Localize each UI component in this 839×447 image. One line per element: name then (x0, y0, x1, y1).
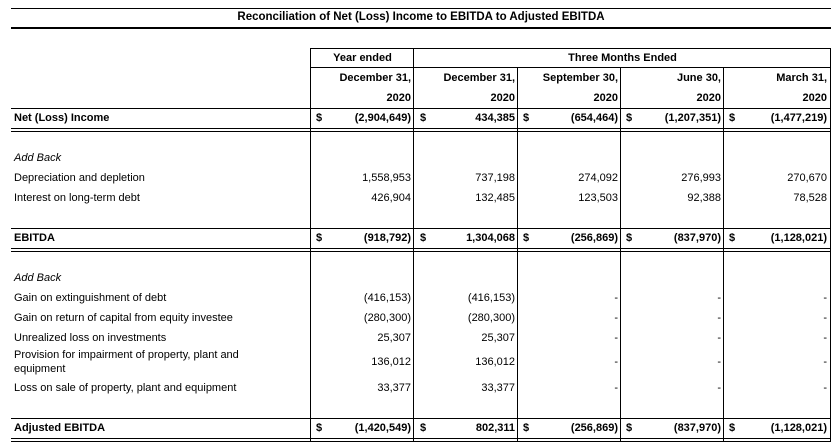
impairment-value: - (717, 356, 721, 368)
loss-sale-value: - (717, 382, 721, 394)
impairment-label: equipment (14, 363, 66, 375)
impairment-value: - (614, 356, 618, 368)
adjusted-top-rule (11, 418, 831, 419)
unrealized-value: - (614, 332, 618, 344)
currency-sign: $ (729, 112, 736, 124)
header-col5-year: 2020 (802, 92, 827, 104)
depreciation-label: Depreciation and depletion (14, 172, 145, 184)
header-col4-period: June 30, (676, 72, 721, 84)
gain-debt-value: (416,153) (363, 292, 411, 304)
ebitda-value: (256,869) (570, 232, 618, 244)
currency-sign: $ (523, 232, 530, 244)
impairment-value: 136,012 (371, 356, 411, 368)
unrealized-value: - (823, 332, 827, 344)
gain-debt-value: (416,153) (467, 292, 515, 304)
ebitda-bottom-rule (11, 251, 831, 252)
header-col2-year: 2020 (490, 92, 515, 104)
impairment-label: Provision for impairment of property, plant and (14, 349, 239, 361)
gain-debt-value: - (823, 292, 827, 304)
currency-sign: $ (626, 232, 633, 244)
loss-sale-label: Loss on sale of property, plant and equipment (14, 382, 237, 394)
ebitda-label: EBITDA (14, 232, 55, 244)
unrealized-label: Unrealized loss on investments (14, 332, 167, 344)
loss-sale-value: 33,377 (481, 382, 515, 394)
gain-debt-label: Gain on extinguishment of debt (14, 292, 167, 304)
header-three-months-ended: Three Months Ended (568, 52, 677, 64)
unrealized-value: - (717, 332, 721, 344)
depreciation-value: 274,092 (578, 172, 618, 184)
net-income-value: (1,477,219) (770, 112, 827, 124)
gain-capital-label: Gain on return of capital from equity investee (14, 312, 233, 324)
adjusted-ebitda-value: (256,869) (570, 422, 618, 434)
header-top-rule (310, 48, 831, 49)
net-income-value: 434,385 (475, 112, 515, 124)
depreciation-value: 276,993 (681, 172, 721, 184)
header-group-rule (311, 67, 831, 68)
ebitda-value: (918,792) (363, 232, 411, 244)
currency-sign: $ (626, 112, 633, 124)
gain-capital-value: (280,300) (363, 312, 411, 324)
net-income-value: (1,207,351) (664, 112, 721, 124)
net-income-value: (2,904,649) (354, 112, 411, 124)
title-top-rule (11, 8, 831, 9)
ebitda-value: (837,970) (673, 232, 721, 244)
header-col3-period: September 30, (542, 72, 618, 84)
title-bottom-rule (11, 27, 831, 29)
loss-sale-value: - (823, 382, 827, 394)
adjusted-ebitda-value: (837,970) (673, 422, 721, 434)
gain-capital-value: - (717, 312, 721, 324)
interest-value: 92,388 (687, 192, 721, 204)
currency-sign: $ (316, 232, 323, 244)
unrealized-value: 25,307 (377, 332, 411, 344)
depreciation-value: 737,198 (475, 172, 515, 184)
interest-value: 78,528 (793, 192, 827, 204)
unrealized-value: 25,307 (481, 332, 515, 344)
adjusted-ebitda-value: (1,128,021) (770, 422, 827, 434)
header-year-ended: Year ended (333, 52, 392, 64)
currency-sign: $ (420, 112, 427, 124)
gain-capital-value: (280,300) (467, 312, 515, 324)
currency-sign: $ (626, 422, 633, 434)
depreciation-value: 1,558,953 (362, 172, 411, 184)
add-back-heading: Add Back (14, 272, 62, 284)
net-income-bottom-rule (11, 131, 831, 132)
currency-sign: $ (729, 422, 736, 434)
ebitda-value: 1,304,068 (466, 232, 515, 244)
net-income-label: Net (Loss) Income (14, 112, 110, 124)
add-back-heading: Add Back (14, 152, 62, 164)
header-col3-year: 2020 (593, 92, 618, 104)
net-income-value: (654,464) (570, 112, 618, 124)
currency-sign: $ (316, 422, 323, 434)
currency-sign: $ (316, 112, 323, 124)
net-income-bottom-rule (11, 128, 831, 129)
gain-debt-value: - (717, 292, 721, 304)
currency-sign: $ (420, 422, 427, 434)
ebitda-bottom-rule (11, 248, 831, 249)
adjusted-ebitda-label: Adjusted EBITDA (14, 422, 106, 434)
currency-sign: $ (729, 232, 736, 244)
table-title: Reconciliation of Net (Loss) Income to EBITDA to Adjusted EBITDA (237, 11, 605, 23)
interest-value: 123,503 (578, 192, 618, 204)
loss-sale-value: 33,377 (377, 382, 411, 394)
header-col1-year: 2020 (386, 92, 411, 104)
currency-sign: $ (523, 422, 530, 434)
adjusted-bottom-rule (11, 438, 831, 439)
gain-debt-value: - (614, 292, 618, 304)
gain-capital-value: - (614, 312, 618, 324)
interest-value: 426,904 (371, 192, 411, 204)
net-income-top-rule (11, 108, 831, 109)
adjusted-ebitda-value: 802,311 (475, 422, 515, 434)
currency-sign: $ (420, 232, 427, 244)
interest-label: Interest on long-term debt (14, 192, 140, 204)
depreciation-value: 270,670 (787, 172, 827, 184)
ebitda-top-rule (11, 228, 831, 229)
gain-capital-value: - (823, 312, 827, 324)
adjusted-bottom-rule (11, 441, 831, 442)
loss-sale-value: - (614, 382, 618, 394)
ebitda-value: (1,128,021) (770, 232, 827, 244)
interest-value: 132,485 (475, 192, 515, 204)
adjusted-ebitda-value: (1,420,549) (354, 422, 411, 434)
impairment-value: - (823, 356, 827, 368)
header-col5-period: March 31, (776, 72, 827, 84)
currency-sign: $ (523, 112, 530, 124)
header-col1-period: December 31, (339, 72, 411, 84)
header-col4-year: 2020 (696, 92, 721, 104)
impairment-value: 136,012 (475, 356, 515, 368)
header-col2-period: December 31, (443, 72, 515, 84)
